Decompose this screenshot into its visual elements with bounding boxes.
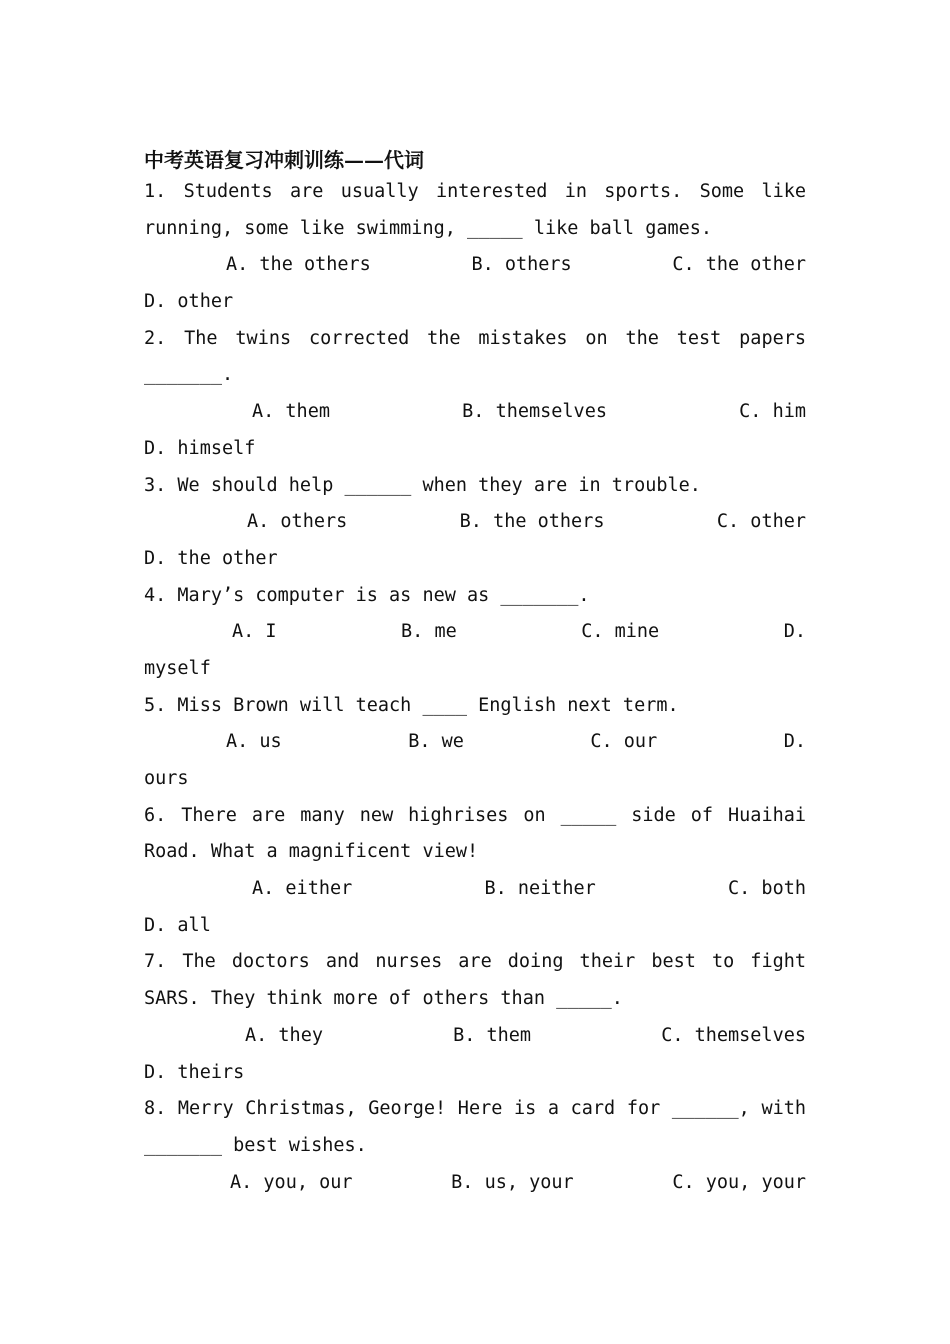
question-5-option-a: A. us <box>226 731 282 753</box>
question-4-option-c: C. mine <box>581 621 660 643</box>
question-4-line-1: 4. Mary’s computer is as new as _______. <box>144 584 590 606</box>
question-4-option-d-label: D. <box>783 621 806 643</box>
question-8-option-a: A. you, our <box>230 1171 353 1193</box>
question-5-option-d: ours <box>144 768 189 789</box>
question-4-option-d: myself <box>144 657 211 679</box>
question-6-option-d: D. all <box>144 914 211 936</box>
question-2-option-c: C. him <box>739 401 806 423</box>
question-7-line-1: 7. The doctors and nurses are doing their best to fight <box>144 951 806 973</box>
question-6-options <box>144 871 806 908</box>
question-4-option-a: A. I <box>232 621 277 643</box>
question-1-option-c: C. the other <box>672 254 806 276</box>
question-4-options <box>144 614 806 651</box>
question-7-option-b: B. them <box>453 1024 532 1046</box>
question-7-line-2: SARS. They think more of others than _____. <box>144 988 623 1010</box>
question-2-option-a: A. them <box>252 401 330 423</box>
question-7-options <box>144 1018 806 1055</box>
question-8-options <box>144 1165 806 1202</box>
question-5-option-b: B. we <box>408 731 464 753</box>
question-7-option-c: C. themselves <box>661 1024 806 1046</box>
question-1-line-1: 1. Students are usually interested in sports. Some like <box>144 181 806 202</box>
question-4-option-b: B. me <box>401 621 457 643</box>
question-1-options <box>144 247 806 284</box>
question-8-option-b: B. us, your <box>451 1171 574 1193</box>
question-5-option-c: C. our <box>590 731 658 753</box>
question-3-option-d: D. the other <box>144 547 278 569</box>
question-6-option-b: B. neither <box>484 878 596 900</box>
question-6-line-2: Road. What a magnificent view! <box>144 841 479 863</box>
question-6-option-c: C. both <box>728 878 806 900</box>
question-5-line-1: 5. Miss Brown will teach ____ English next term. <box>144 694 679 716</box>
question-8-line-1: 8. Merry Christmas, George! Here is a card for ______, with <box>144 1098 806 1120</box>
question-7-option-a: A. they <box>245 1024 323 1046</box>
question-1-option-b: B. others <box>471 254 572 276</box>
question-8-line-2: _______ best wishes. <box>144 1134 367 1156</box>
question-2-options <box>144 394 806 431</box>
question-5-options <box>144 724 806 761</box>
document-page <box>144 146 806 1201</box>
question-3-option-a: A. others <box>247 511 348 533</box>
question-8-option-c: C. you, your <box>672 1171 806 1193</box>
question-1-option-d: D. other <box>144 291 234 313</box>
question-3-options <box>144 504 806 541</box>
question-3-line-1: 3. We should help ______ when they are in trouble. <box>144 474 701 496</box>
question-1-option-a: A. the others <box>226 254 371 276</box>
question-3-option-b: B. the others <box>459 511 605 533</box>
question-2-line-2: _______. <box>144 364 234 386</box>
question-1-line-2: running, some like swimming, _____ like ball games. <box>144 217 713 239</box>
question-3-option-c: C. other <box>716 511 806 533</box>
question-6-line-1: 6. There are many new highrises on _____ side of Huaihai <box>144 804 806 826</box>
question-6-option-a: A. either <box>252 878 353 900</box>
question-2-option-b: B. themselves <box>462 401 607 423</box>
question-2-option-d: D. himself <box>144 437 256 459</box>
question-2-line-1: 2. The twins corrected the mistakes on the test papers <box>144 327 806 349</box>
question-5-option-d-label: D. <box>783 731 806 753</box>
question-7-option-d: D. theirs <box>144 1061 245 1083</box>
page-title: 中考英语复习冲刺训练——代词 <box>144 148 424 172</box>
